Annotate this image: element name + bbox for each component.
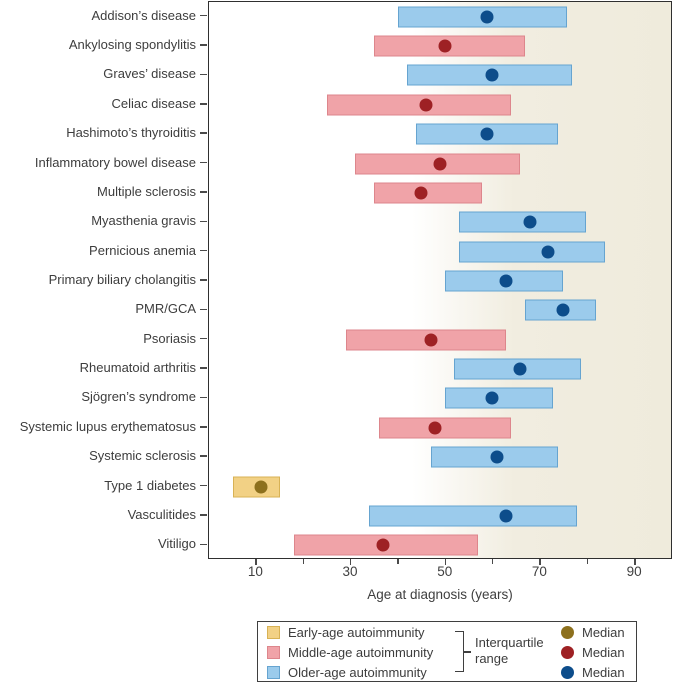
median-dot — [485, 69, 498, 82]
y-axis-label: Systemic sclerosis — [89, 448, 196, 464]
legend-median-dot-icon — [561, 666, 574, 679]
y-tick — [200, 103, 207, 105]
median-dot — [438, 40, 451, 53]
y-axis-label: Pernicious anemia — [89, 242, 196, 258]
median-dot — [500, 509, 513, 522]
median-dot — [523, 216, 536, 229]
y-axis-label: Sjögren’s syndrome — [81, 389, 196, 405]
plot-area — [208, 1, 672, 559]
chart-row — [209, 443, 671, 472]
chart-row — [209, 237, 671, 266]
median-dot — [514, 363, 527, 376]
x-tick-label: 70 — [531, 564, 547, 579]
y-tick — [200, 367, 207, 369]
chart-row — [209, 119, 671, 148]
y-axis-label: PMR/GCA — [135, 301, 196, 317]
interquartile-bracket-tick — [463, 651, 471, 653]
legend-median-item — [561, 625, 625, 639]
interquartile-range-label — [475, 635, 544, 667]
y-tick — [200, 397, 207, 399]
y-axis-label: Addison’s disease — [91, 7, 196, 23]
legend-median-label: Median — [582, 664, 625, 680]
y-axis-label: Primary biliary cholangitis — [48, 272, 196, 287]
y-axis-label: Celiac disease — [111, 95, 196, 111]
y-axis-label: Psoriasis — [143, 330, 196, 346]
legend-item-label: Early-age autoimmunity — [288, 624, 425, 640]
interquartile-range-label-line1: Interquartile — [475, 635, 544, 650]
y-tick — [200, 74, 207, 76]
y-tick — [200, 514, 207, 516]
chart-row — [209, 472, 671, 501]
y-axis-label: Hashimoto’s thyroiditis — [66, 125, 196, 141]
y-axis-label: Rheumatoid arthritis — [79, 360, 196, 376]
y-tick — [200, 221, 207, 223]
iqr-bar — [445, 388, 553, 409]
y-tick — [200, 544, 207, 546]
y-tick — [200, 132, 207, 134]
legend-median-label: Median — [582, 624, 625, 640]
y-tick — [200, 15, 207, 17]
legend-item — [267, 625, 425, 639]
median-dot — [500, 274, 513, 287]
x-tick-label: 10 — [247, 564, 263, 579]
y-tick — [200, 44, 207, 46]
legend — [257, 621, 637, 682]
median-dot — [434, 157, 447, 170]
legend-median-dot-icon — [561, 646, 574, 659]
y-tick — [200, 250, 207, 252]
y-axis-label: Graves’ disease — [103, 66, 196, 82]
legend-item — [267, 665, 427, 679]
y-tick — [200, 279, 207, 281]
legend-item — [267, 645, 433, 659]
x-tick-label: 90 — [626, 564, 642, 579]
median-dot — [424, 333, 437, 346]
y-axis-label: Ankylosing spondylitis — [68, 37, 196, 53]
chart-row — [209, 266, 671, 295]
median-dot — [429, 421, 442, 434]
chart-row — [209, 384, 671, 413]
y-tick — [200, 455, 207, 457]
x-axis-title: Age at diagnosis (years) — [367, 587, 513, 602]
y-tick — [200, 338, 207, 340]
chart-row — [209, 31, 671, 60]
y-axis-label: Myasthenia gravis — [91, 213, 196, 229]
median-dot — [485, 392, 498, 405]
chart-row — [209, 2, 671, 31]
y-axis-label: Multiple sclerosis — [97, 183, 196, 199]
legend-swatch-icon — [267, 626, 280, 639]
chart-row — [209, 501, 671, 530]
x-tick-minor — [397, 559, 398, 564]
chart-row — [209, 178, 671, 207]
x-tick-label: 30 — [342, 564, 358, 579]
iqr-bar — [459, 241, 605, 262]
chart-row — [209, 531, 671, 560]
y-axis-label: Type 1 diabetes — [104, 477, 196, 493]
y-tick — [200, 426, 207, 428]
chart-row — [209, 208, 671, 237]
legend-median-item — [561, 665, 625, 679]
chart-row — [209, 354, 671, 383]
legend-swatch-icon — [267, 646, 280, 659]
median-dot — [490, 451, 503, 464]
chart-row — [209, 90, 671, 119]
x-tick-minor — [492, 559, 493, 564]
median-dot — [377, 539, 390, 552]
median-dot — [254, 480, 267, 493]
legend-median-label: Median — [582, 644, 625, 660]
x-tick-minor — [587, 559, 588, 564]
chart-row — [209, 149, 671, 178]
iqr-bar — [379, 417, 511, 438]
x-tick-label: 50 — [437, 564, 453, 579]
x-tick-minor — [303, 559, 304, 564]
median-dot — [481, 128, 494, 141]
y-tick — [200, 309, 207, 311]
chart-row — [209, 325, 671, 354]
chart-row — [209, 413, 671, 442]
y-tick — [200, 485, 207, 487]
y-axis-label: Systemic lupus erythematosus — [19, 418, 196, 434]
median-dot — [419, 98, 432, 111]
chart-row — [209, 61, 671, 90]
legend-median-dot-icon — [561, 626, 574, 639]
chart-row — [209, 296, 671, 325]
median-dot — [481, 10, 494, 23]
y-axis-label: Vitiligo — [157, 536, 196, 552]
iqr-bar — [374, 182, 482, 203]
y-axis-label: Vasculitides — [127, 506, 196, 522]
median-dot — [415, 186, 428, 199]
legend-item-label: Older-age autoimmunity — [288, 664, 427, 680]
legend-item-label: Middle-age autoimmunity — [288, 644, 434, 660]
interquartile-range-label-line2: range — [475, 651, 509, 666]
median-dot — [542, 245, 555, 258]
iqr-bar — [369, 505, 576, 526]
y-axis-label: Inflammatory bowel disease — [34, 154, 196, 170]
legend-swatch-icon — [267, 666, 280, 679]
legend-median-item — [561, 645, 625, 659]
y-tick — [200, 162, 207, 164]
median-dot — [556, 304, 569, 317]
y-tick — [200, 191, 207, 193]
